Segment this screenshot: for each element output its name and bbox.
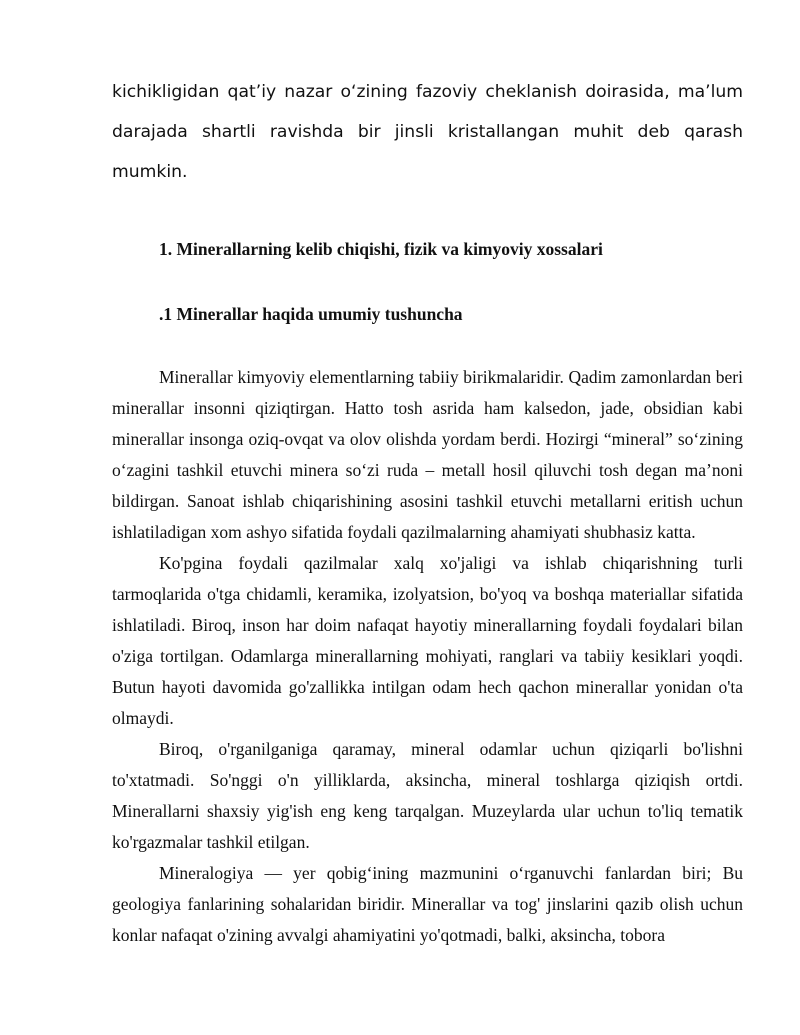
subsection-heading: .1 Minerallar haqida umumiy tushuncha — [159, 304, 463, 324]
intro-paragraph: kichikligidan qat’iy nazar o‘zining fazoviy cheklanish doirasida, ma’lum darajada shartli ravishda bir jinsli kristallangan muhit deb qarash mumkin. — [112, 82, 743, 182]
paragraph-1: Minerallar kimyoviy elementlarning tabiiy birikmalaridir. Qadim zamonlardan beri minerallar insonni qiziqtirgan. Hatto tosh asrida ham kalsedon, jade, obsidian kabi minerallar insonga oziq-ovqat va olov olishda yordam berdi. Hozirgi “mineral” so‘zining o‘zagini tashkil etuvchi minera so‘zi ruda – metall hosil qiluvchi tosh degan ma’noni bildirgan. Sanoat ishlab chiqarishining asosini tashkil etuvchi metallarni eritish uchun ishlatiladigan xom ashyo sifatida foydali qazilmalarning ahamiyati shubhasiz katta. — [112, 367, 743, 542]
body-text — [112, 362, 743, 951]
section-heading: 1. Minerallarning kelib chiqishi, fizik va kimyoviy xossalari — [159, 239, 603, 259]
document-page — [112, 72, 743, 951]
paragraph-3: Biroq, o'rganilganiga qaramay, mineral odamlar uchun qiziqarli bo'lishni to'xtatmadi. So'nggi o'n yilliklarda, aksincha, mineral toshlarga qiziqish ortdi. Minerallarni shaxsiy yig'ish eng keng tarqalgan. Muzeylarda ular uchun to'liq tematik ko'rgazmalar tashkil etilgan. — [112, 739, 743, 852]
paragraph-2: Ko'pgina foydali qazilmalar xalq xo'jaligi va ishlab chiqarishning turli tarmoqlarida o'tga chidamli, keramika, izolyatsion, bo'yoq va boshqa materiallar sifatida ishlatiladi. Biroq, inson har doim nafaqat hayotiy minerallarning foydali foydalari bilan o'ziga tortilgan. Odamlarga minerallarning mohiyati, ranglari va tabiiy kesiklari yoqdi. Butun hayoti davomida go'zallikka intilgan odam hech qachon minerallar yonidan o'ta olmaydi. — [112, 553, 743, 728]
paragraph-4: Mineralogiya — yer qobig‘ining mazmunini o‘rganuvchi fanlardan biri; Bu geologiya fanlarining sohalaridan biridir. Minerallar va tog' jinslarini qazib olish uchun konlar nafaqat o'zining avvalgi ahamiyatini yo'qotmadi, balki, aksincha, tobora — [112, 863, 743, 945]
